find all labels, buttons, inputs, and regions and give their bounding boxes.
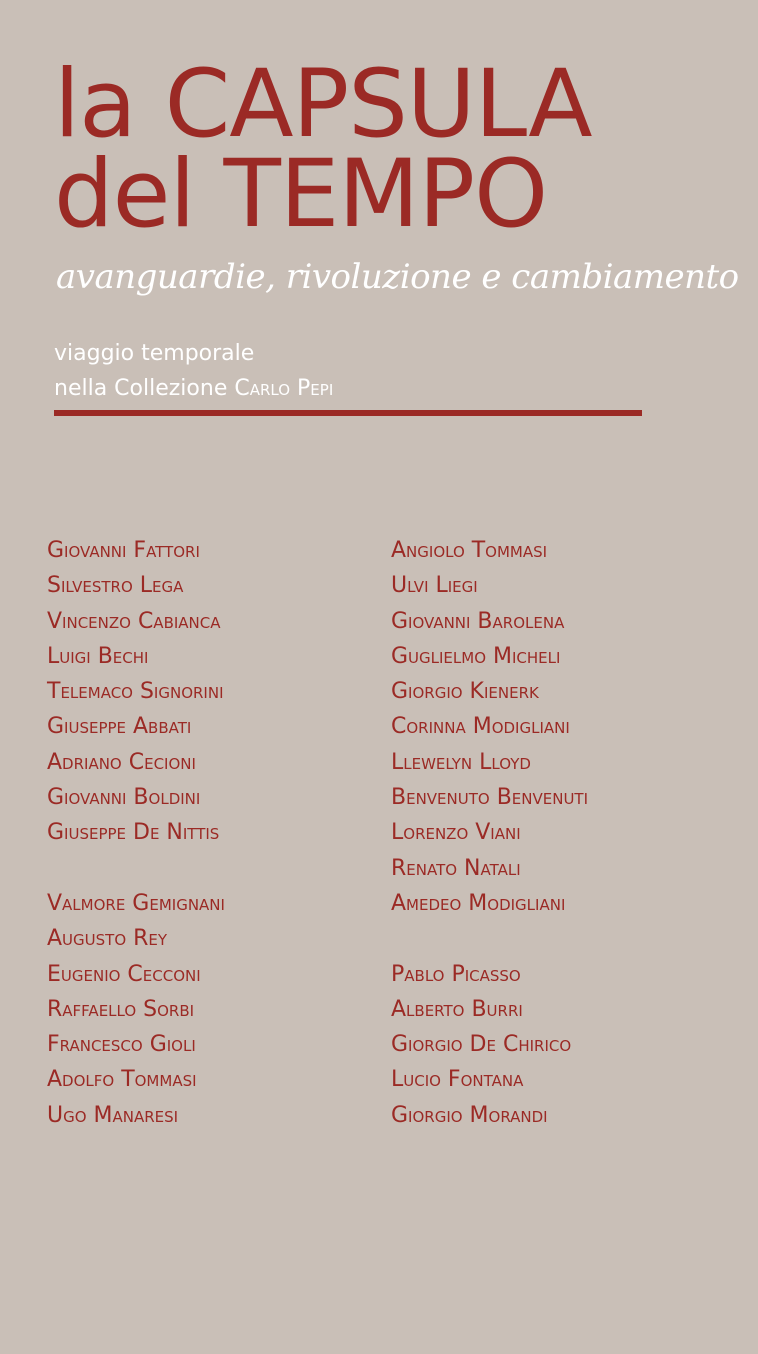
artist-name: Giovanni Fattori <box>47 538 200 563</box>
title-line-1: la CAPSULA <box>54 50 592 159</box>
artist-name: Lorenzo Viani <box>391 820 521 846</box>
title-line-2: del TEMPO <box>54 140 548 249</box>
artist-name: Pablo Picasso <box>391 961 521 987</box>
artist-name: Ulvi Liegi <box>391 573 478 599</box>
collector-name: Carlo Pepi <box>234 376 334 401</box>
artist-name: Giovanni Boldini <box>47 785 201 811</box>
artist-name: Silvestro Lega <box>47 573 184 599</box>
tagline-line-1: viaggio temporale <box>54 341 255 366</box>
artist-name: Valmore Gemignani <box>47 890 225 916</box>
artist-name: Ugo Manaresi <box>47 1102 179 1128</box>
artist-name: Vincenzo Cabianca <box>47 608 221 634</box>
artist-name: Adolfo Tommasi <box>47 1067 197 1093</box>
subtitle: avanguardie, rivoluzione e cambiamento <box>56 257 739 297</box>
tagline-line-2 <box>54 371 333 406</box>
artist-name: Raffaello Sorbi <box>47 996 195 1022</box>
artist-name: Giuseppe De Nittis <box>47 820 220 846</box>
page-title <box>54 50 592 249</box>
artist-name: Eugenio Cecconi <box>47 961 201 987</box>
artists-list-right <box>391 533 588 1133</box>
artist-name: Francesco Gioli <box>47 1032 196 1058</box>
artist-name: Guglielmo Micheli <box>391 643 561 669</box>
tagline <box>54 336 333 406</box>
artist-name: Giorgio De Chirico <box>391 1032 572 1058</box>
artist-name: Telemaco Signorini <box>47 679 224 705</box>
artist-name: Corinna Modigliani <box>391 714 570 740</box>
artist-name: Benvenuto Benvenuti <box>391 785 589 811</box>
list-spacer <box>391 921 588 956</box>
artist-name: Luigi Bechi <box>47 643 149 669</box>
artist-name: Lucio Fontana <box>391 1067 524 1093</box>
artist-name: Amedeo Modigliani <box>391 890 566 916</box>
artist-name: Alberto Burri <box>391 996 523 1022</box>
list-spacer <box>47 851 225 886</box>
divider-rule <box>54 410 642 416</box>
artist-name: Adriano Cecioni <box>47 749 196 775</box>
artist-name: Giovanni Barolena <box>391 608 565 634</box>
artist-name: Giorgio Kienerk <box>391 679 539 705</box>
artist-name: Angiolo Tommasi <box>391 538 548 563</box>
artist-name: Giorgio Morandi <box>391 1102 548 1128</box>
artist-name: Renato Natali <box>391 855 521 881</box>
artists-list-left <box>47 533 225 1133</box>
tagline-prefix: nella Collezione <box>54 376 228 401</box>
artist-name: Giuseppe Abbati <box>47 714 192 740</box>
artist-name: Augusto Rey <box>47 926 168 952</box>
artist-name: Llewelyn Lloyd <box>391 749 531 775</box>
